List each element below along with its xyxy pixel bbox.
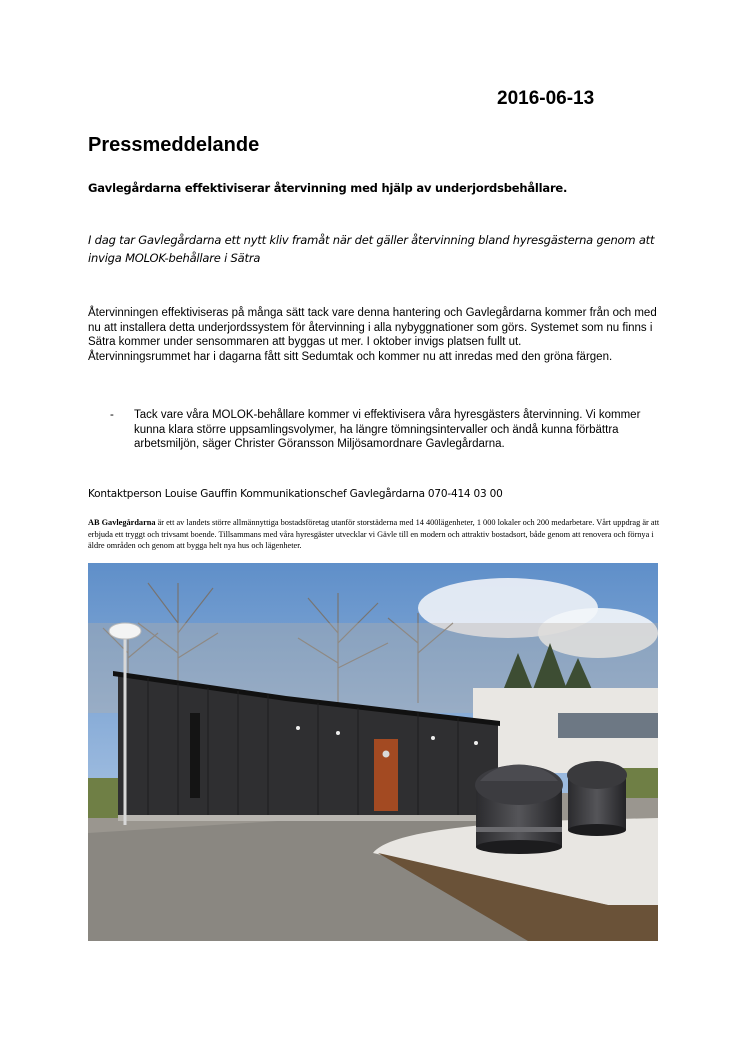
body-paragraph-1: Återvinningen effektiviseras på många sätt tack vare denna hantering och Gavlegårdarna kommer från och med nu att installera detta underjordssystem för återvinning i alla nybyggnationer som görs. Systemet som nu finns i Sätra kommer under sensommaren att byggas ut mer. I oktober invigs platsen fullt ut. [88,307,657,348]
body-paragraph-2: Återvinningsrummet har i dagarna fått sitt Sedumtak och kommer nu att inredas med den gröna färgen. [88,350,613,363]
body-text [88,306,666,364]
document-subtitle: Gavlegårdarna effektiviserar återvinning med hjälp av underjordsbehållare. [88,181,568,195]
lead-paragraph: I dag tar Gavlegårdarna ett nytt kliv framåt när det gäller återvinning bland hyresgästerna genom att inviga MOLOK-behållare i Sätra [88,233,655,265]
recycling-building-photo [88,563,658,941]
bullet-marker: - [110,409,114,421]
contact-line: Kontaktperson Louise Gauffin Kommunikationschef Gavlegårdarna 070-414 03 00 [88,488,503,500]
about-company [88,517,663,552]
document-date: 2016-06-13 [497,88,595,109]
bullet-text: Tack vare våra MOLOK-behållare kommer vi effektivisera våra hyresgästers återvinning. Vi kommer kunna klara större uppsamlingsvolymer, ha längre tömningsintervaller och ändå kunna förbättra arbetsmiljön, säger Christer Göransson Miljösamordnare Gavlegårdarna. [134,409,641,450]
document-title: Pressmeddelande [88,134,260,156]
about-company-text: är ett av landets större allmännyttiga bostadsföretag utanför storstäderna med 14 400lägenheter, 1 000 lokaler och 200 medarbetare. Vårt uppdrag är att erbjuda ett tryggt och trivsamt boende. Tillsammans med våra hyresgäster utvecklar vi Gävle till en modern och attraktiv bostadsort, både genom att renovera och förnya i äldre områden och genom att bygga helt nya hus och lägenheter. [88,518,660,550]
about-company-name: AB Gavlegårdarna [88,518,156,527]
